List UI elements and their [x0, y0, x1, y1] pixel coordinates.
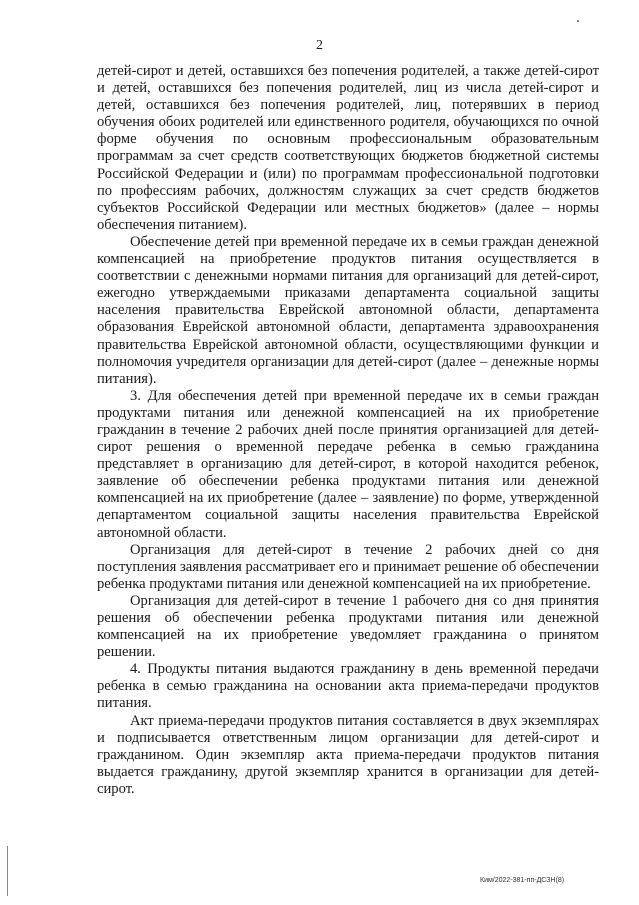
- paragraph-4: Организация для детей-сирот в течение 2 рабочих дней со дня поступления заявления рассматривает его и принимает решение об обеспечении ребенка продуктами питания или денежной компенсацией на их приобретение.: [97, 541, 599, 592]
- scan-mark-left: [7, 846, 8, 896]
- paragraph-7: Акт приема-передачи продуктов питания составляется в двух экземплярах и подписывается ответственным лицом организации для детей-сирот и гражданином. Один экземпляр акта приема-передачи продуктов питания выдается гражданину, другой экземпляр хранится в организации для детей-сирот.: [97, 712, 599, 797]
- paragraph-3: 3. Для обеспечения детей при временной передаче их в семьи граждан продуктами питания или денежной компенсацией на их приобретение гражданин в течение 2 рабочих дней после принятия организацией для детей-сирот решения о временной передаче ребенка в семью гражданина представляет в организацию для детей-сирот, в которой находится ребенок, заявление об обеспечении ребенка продуктами питания или денежной компенсацией на их приобретение (далее – заявление) по форме, утвержденной департаментом социальной защиты населения правительства Еврейской автономной области.: [97, 387, 599, 541]
- document-body: [97, 63, 599, 798]
- scan-mark-top-right: [577, 20, 579, 22]
- paragraph-6: 4. Продукты питания выдаются гражданину в день временной передачи ребенка в семью гражданина на основании акта приема-передачи продуктов питания.: [97, 661, 599, 712]
- paragraph-5: Организация для детей-сирот в течение 1 рабочего дня со дня принятия решения об обеспечении ребенка продуктами питания или денежной компенсацией на их приобретение уведомляет гражданина о принятом решении.: [97, 592, 599, 661]
- paragraph-2: Обеспечение детей при временной передаче их в семьи граждан денежной компенсацией на приобретение продуктов питания осуществляется в соответствии с денежными нормами питания для организаций для детей-сирот, ежегодно утверждаемыми приказами департамента социальной защиты населения правительства Еврейской автономной области, департамента образования Еврейской автономной области, департамента здравоохранения правительства Еврейской автономной области, осуществляющими функции и полномочия учредителя организации для детей-сирот (далее – денежные нормы питания).: [97, 233, 599, 387]
- document-code: Ким/2022-381-пп-ДСЗН(8): [480, 877, 565, 884]
- page-number: 2: [316, 38, 323, 53]
- paragraph-1: детей-сирот и детей, оставшихся без попечения родителей, а также детей-сирот и детей, оставшихся без попечения родителей, лиц из числа детей-сирот и детей, оставшихся без попечения родителей, лиц, потерявших в период обучения обоих родителей или единственного родителя, обучающихся по очной форме обучения по основным профессиональным образовательным программам за счет средств соответствующих бюджетов бюджетной системы Российской Федерации и (или) по программам профессиональной подготовки по профессиям рабочих, должностям служащих за счет средств бюджетов субъектов Российской Федерации или местных бюджетов» (далее – нормы обеспечения питанием).: [97, 63, 599, 233]
